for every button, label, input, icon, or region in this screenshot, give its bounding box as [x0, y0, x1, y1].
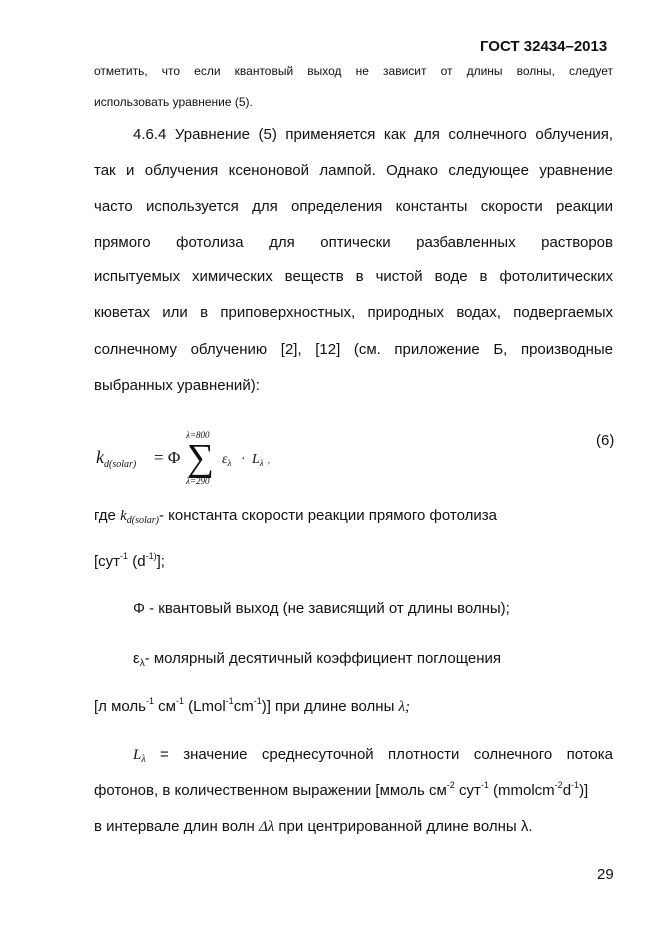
sum-upper-limit: λ=800	[186, 430, 210, 440]
equation-equals-phi: = Φ	[154, 448, 181, 467]
intro-line-1: отметить, что если квантовый выход не зависит от длины волны, следует	[94, 64, 613, 78]
paragraph-line-3: часто используется для определения константы скорости реакции	[94, 198, 613, 215]
equation-k: $k_{d(solar)}$	[96, 447, 137, 470]
paragraph-line-4: прямого фотолиза для оптически разбавленных растворов	[94, 234, 613, 251]
epsilon-definition: $\varepsilon_\lambda-$ молярный десятичный коэффициент поглощения	[133, 650, 501, 669]
L-definition-line-1: $L_\lambda$ = значение среднесуточной плотности солнечного потока	[133, 746, 613, 765]
document-number: ГОСТ 32434–2013	[480, 38, 608, 55]
equation-epsilon: $\varepsilon_\lambda$	[222, 452, 232, 468]
equation-number: (6)	[596, 432, 615, 449]
paragraph-line-7: солнечному облучению [2], [12] (см. приложение Б, производные	[94, 341, 613, 358]
paragraph-line-5: испытуемых химических веществ в чистой воде в фотолитических	[94, 268, 613, 285]
where-k-definition: где $k_{d(solar)}-$ константа скорости реакции прямого фотолиза	[94, 507, 497, 526]
paragraph-line-2: так и облучения ксеноновой лампой. Однако следующее уравнение	[94, 162, 613, 179]
paragraph-line-1: 4.6.4 Уравнение (5) применяется как для солнечного облучения,	[133, 126, 613, 143]
k-units: [сут$^{-1}$ $(d^{-1)}]$;	[94, 551, 165, 570]
phi-definition: Φ - квантовый выход (не зависящий от длины волны);	[133, 600, 510, 617]
equation-dot: ·	[241, 452, 246, 467]
epsilon-units: [л моль$^{-1}$ $см^{-1}$ $(Lmol^{-1}cm^{-1})$] при длине волны λ;	[94, 696, 411, 715]
sum-lower-limit: λ=290	[186, 476, 210, 486]
paragraph-line-8: выбранных уравнений):	[94, 377, 260, 394]
sum-symbol: ∑	[187, 437, 215, 479]
paragraph-line-6: кюветах или в приповерхностных, природных водах, подвергаемых	[94, 304, 613, 321]
equation-L: $L_\lambda$ ,	[252, 452, 270, 468]
page-number: 29	[597, 866, 614, 883]
L-definition-line-2: фотонов, в количественном выражении [ммоль $см^{-2}$ сут$^{-1}$ $(mmolcm^{-2}d^{-1})$]	[94, 780, 589, 799]
intro-line-2: использовать уравнение (5).	[94, 95, 253, 109]
L-definition-line-3: в интервале длин волн Δλ при центрированной длине волны λ.	[94, 818, 533, 835]
